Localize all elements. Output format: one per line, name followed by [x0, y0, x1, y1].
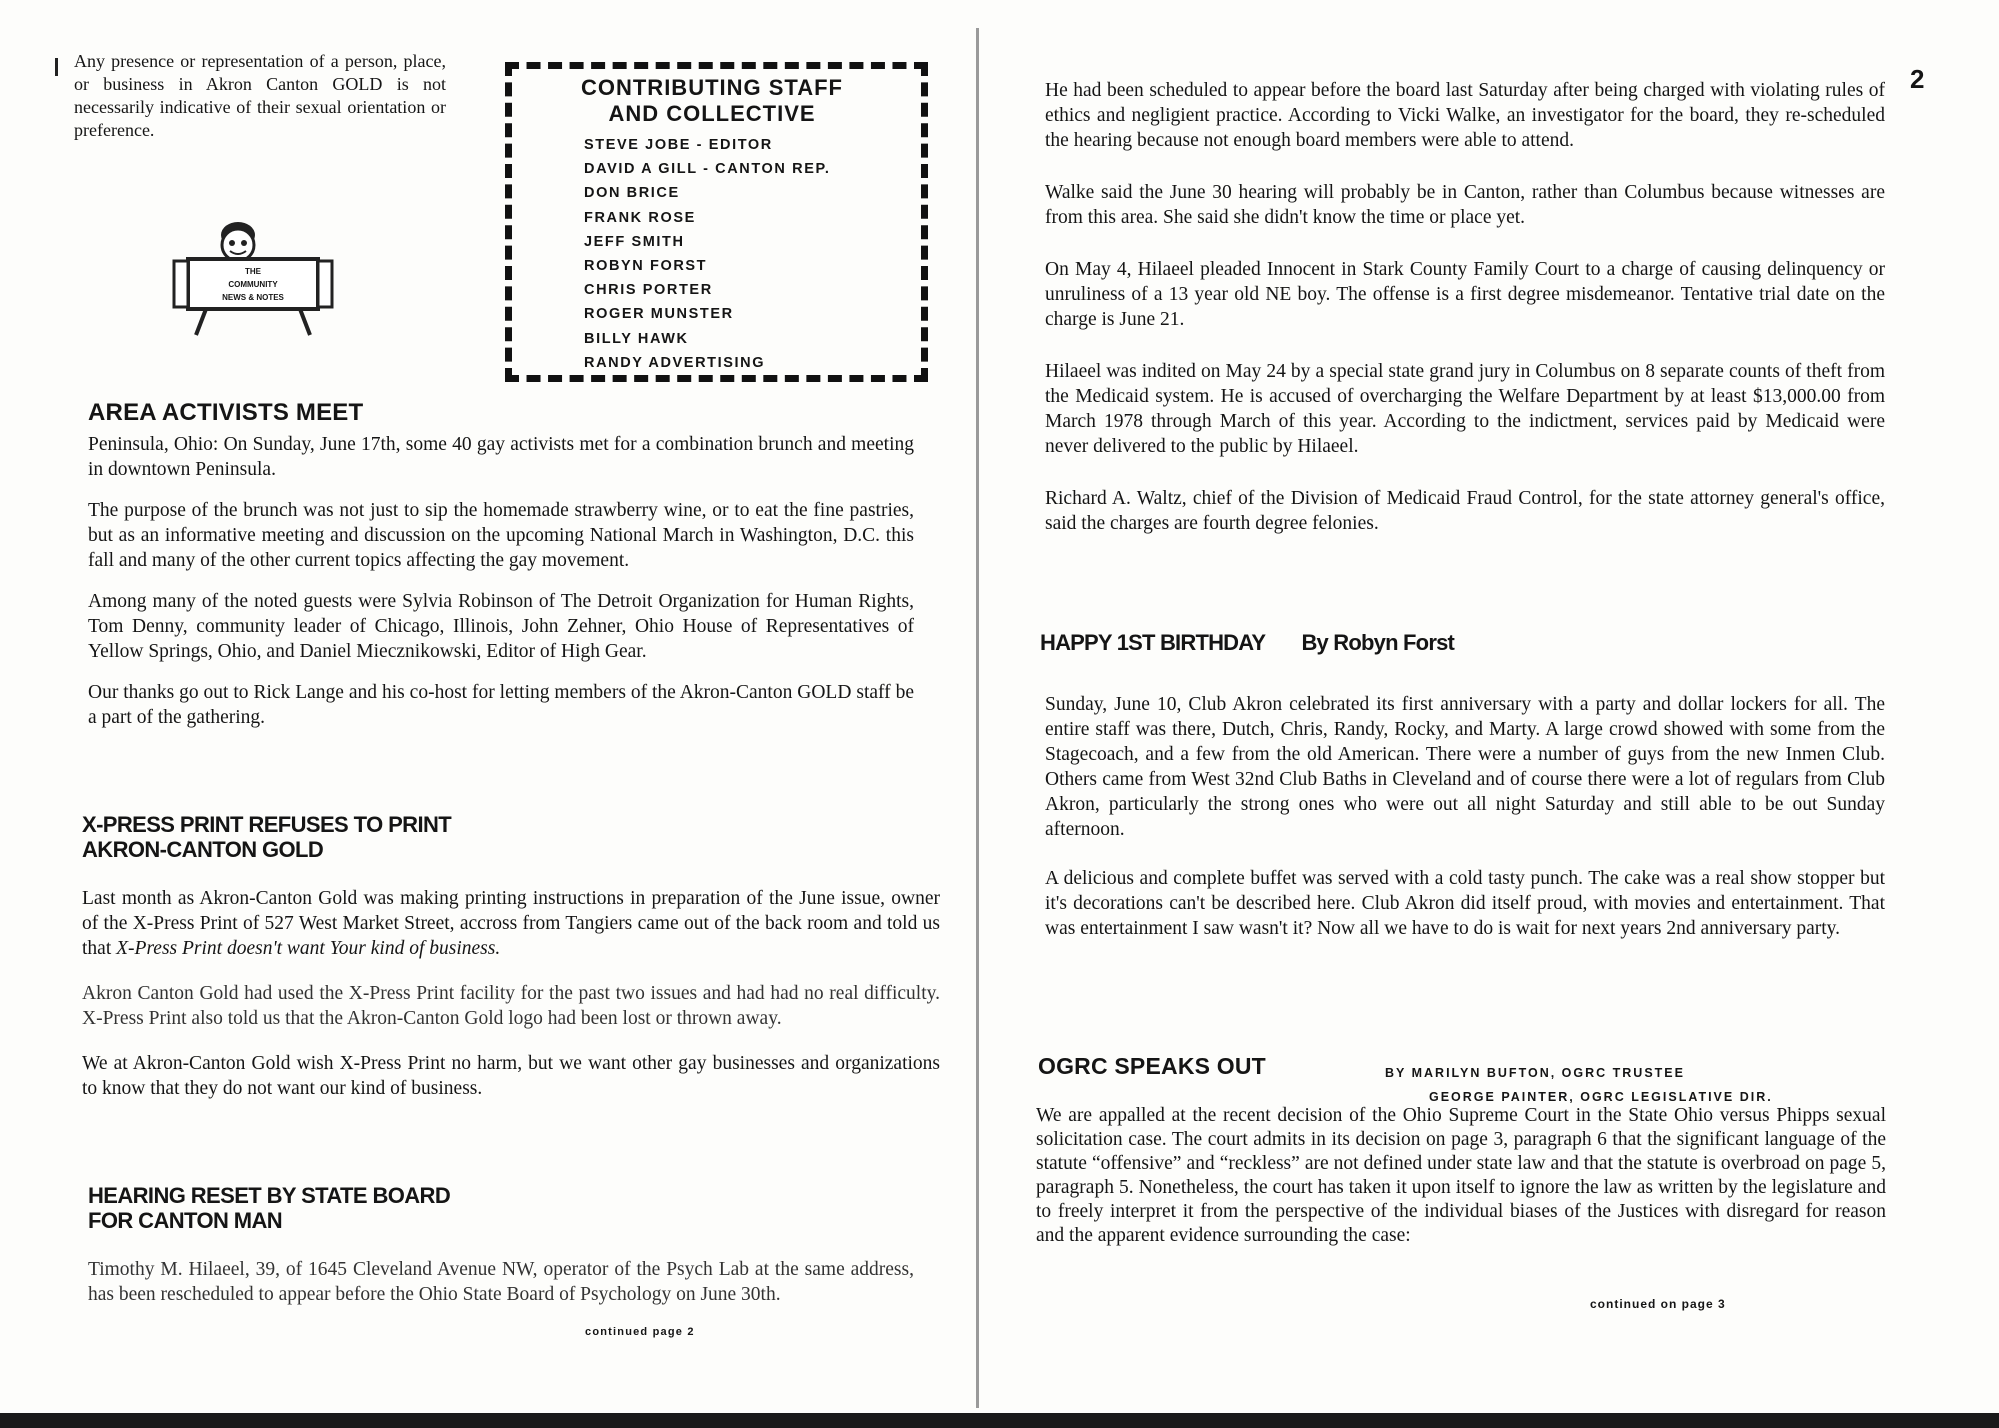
birthday-p2: A delicious and complete buffet was served with a cold tasty punch. The cake was a real show stopper but it's decorations can't be described here. Club Akron did itself proud, with movies and entertainment. That was entertainment I saw wasn't it? Now all we have to do is wait for next years 2nd anniversary party. — [1045, 868, 1885, 939]
page-fold — [976, 28, 979, 1408]
hearing-p1: Timothy M. Hilaeel, 39, of 1645 Cleveland Avenue NW, operator of the Psych Lab at the same address, has been rescheduled to appear before the Ohio State Board of Psychology on June 30th. — [88, 1259, 914, 1305]
area-activists-heading: AREA ACTIVISTS MEET — [88, 399, 364, 426]
ogrc-continued: continued on page 3 — [1590, 1297, 1726, 1311]
birthday-byline: By Robyn Forst — [1301, 630, 1455, 655]
staff-member: ROGER MUNSTER — [584, 306, 734, 323]
staff-member: DON BRICE — [584, 185, 680, 202]
area-activists-p2: The purpose of the brunch was not just to sip the homemade strawberry wine, or to eat the fine pastries, but as an informative meeting and discussion on the upcoming National March in Washington, D.C. this fall and many of the other current topics affecting the gay movement. — [88, 500, 914, 571]
hearing-cont-p4: Hilaeel was indited on May 24 by a special state grand jury in Columbus on 8 separate counts of theft from the Medicaid system. He is accused of overcharging the Welfare Department by at least $13,000.00 from March 1978 through March of this year. According to the indictment, services paid by Medicaid were never delivered to the public by Hilaeel. — [1045, 361, 1885, 457]
staff-member: STEVE JOBE - EDITOR — [584, 137, 773, 153]
ogrc-p1: We are appalled at the recent decision of the Ohio Supreme Court in the State Ohio versus Phipps sexual solicitation case. The court admits in its decision on page 3, paragraph 6 that the significant language of the statute “offensive” and “reckless” are not defined under state law and that the statute is overbroad on page 5, paragraph 5. Nonetheless, the court has taken it upon itself to ignore the law as written by the legislature and to freely interpret it from the perspective of the individual biases of the Justices with disregard for reason and the apparent evidence surrounding the case: — [1036, 1105, 1886, 1246]
logo-line3: NEWS & NOTES — [222, 293, 284, 302]
staff-member: FRANK ROSE — [584, 209, 696, 226]
xpress-heading-line2: AKRON-CANTON GOLD — [82, 837, 324, 862]
staff-member: RANDY ADVERTISING — [584, 354, 766, 371]
staff-title-line1: CONTRIBUTING STAFF — [580, 75, 843, 100]
ogrc-byline1: BY MARILYN BUFTON, OGRC TRUSTEE — [1385, 1066, 1685, 1080]
staff-member: CHRIS PORTER — [584, 282, 713, 299]
left-margin-mark — [55, 58, 58, 76]
birthday-heading: HAPPY 1ST BIRTHDAY — [1040, 630, 1265, 655]
hearing-continued: continued page 2 — [585, 1326, 695, 1338]
ogrc-heading: OGRC SPEAKS OUT — [1038, 1053, 1266, 1079]
hearing-cont-p3: On May 4, Hilaeel pleaded Innocent in Stark County Family Court to a charge of causing delinquency or unruliness of a 13 year old NE boy. The offense is a first degree misdemeanor. Tentative trial date on the charge is June 21. — [1045, 259, 1885, 330]
xpress-p1-italic: X-Press Print doesn't want Your kind of business. — [116, 938, 501, 959]
staff-title-line2: AND COLLECTIVE — [608, 101, 816, 126]
staff-member: ROBYN FORST — [584, 258, 708, 275]
area-activists-p1: Peninsula, Ohio: On Sunday, June 17th, some 40 gay activists met for a combination brunch and meeting in downtown Peninsula. — [88, 434, 914, 480]
xpress-p3: We at Akron-Canton Gold wish X-Press Print no harm, but we want other gay businesses and organizations to know that they do not want our kind of business. — [82, 1053, 940, 1099]
staff-member: DAVID A GILL - CANTON REP. — [584, 161, 831, 178]
area-activists-p4: Our thanks go out to Rick Lange and his co-host for letting members of the Akron-Canton GOLD staff be a part of the gathering. — [88, 682, 914, 728]
staff-member: BILLY HAWK — [584, 330, 689, 347]
hearing-cont-p5: Richard A. Waltz, chief of the Division of Medicaid Fraud Control, for the state attorney general's office, said the charges are fourth degree felonies. — [1045, 488, 1885, 534]
xpress-p1: Last month as Akron-Canton Gold was making printing instructions in preparation of the June issue, owner of the X-Press Print of 527 West Market Street, accross from Tangiers came out of the back room and told us that — [82, 888, 940, 959]
ogrc-byline2: GEORGE PAINTER, OGRC LEGISLATIVE DIR. — [1429, 1090, 1773, 1104]
logo-line2: COMMUNITY — [228, 280, 278, 289]
area-activists-p3: Among many of the noted guests were Sylvia Robinson of The Detroit Organization for Human Rights, Tom Denny, community leader of Chicago, Illinois, John Zehner, Ohio House of Representatives of Yellow Springs, Ohio, and Daniel Miecznikowski, Editor of High Gear. — [88, 591, 914, 662]
page-number: 2 — [1910, 64, 1925, 94]
bottom-shadow — [0, 1413, 1999, 1428]
staff-member: JEFF SMITH — [584, 233, 685, 250]
hearing-heading-line2: FOR CANTON MAN — [88, 1208, 283, 1233]
hearing-cont-p1: He had been scheduled to appear before the board last Saturday after being charged with violating rules of ethics and negligient practice. According to Vicki Walke, an investigator for the board, they re-scheduled the hearing because not enough board members were able to attend. — [1045, 80, 1885, 151]
xpress-p2: Akron Canton Gold had used the X-Press Print facility for the past two issues and had had no real difficulty. X-Press Print also told us that the Akron-Canton Gold logo had been lost or thrown away. — [82, 983, 940, 1029]
birthday-p1: Sunday, June 10, Club Akron celebrated its first anniversary with a party and dollar lockers for all. The entire staff was there, Dutch, Chris, Randy, Rocky, and Marty. A large crowd showed with some from the Stagecoach, and a few from the old American. There were a number of guys from the new Inmen Club. Others came from West 32nd Club Baths in Cleveland and of course there were a lot of regulars from Club Akron, particularly the strong ones who were out all night Saturday and still able to be out Sunday afternoon. — [1045, 694, 1885, 840]
disclaimer: Any presence or representation of a person, place, or business in Akron Canton GOLD is not necessarily indicative of their sexual orientation or preference. — [74, 51, 446, 140]
community-news-logo — [166, 215, 348, 345]
hearing-heading-line1: HEARING RESET BY STATE BOARD — [88, 1183, 451, 1208]
staff-box — [505, 62, 928, 382]
hearing-cont-p2: Walke said the June 30 hearing will probably be in Canton, rather than Columbus because witnesses are from this area. She said she didn't know the time or place yet. — [1045, 182, 1885, 228]
xpress-heading-line1: X-PRESS PRINT REFUSES TO PRINT — [82, 812, 452, 837]
staff-list — [584, 133, 831, 375]
logo-line1: THE — [245, 267, 261, 276]
